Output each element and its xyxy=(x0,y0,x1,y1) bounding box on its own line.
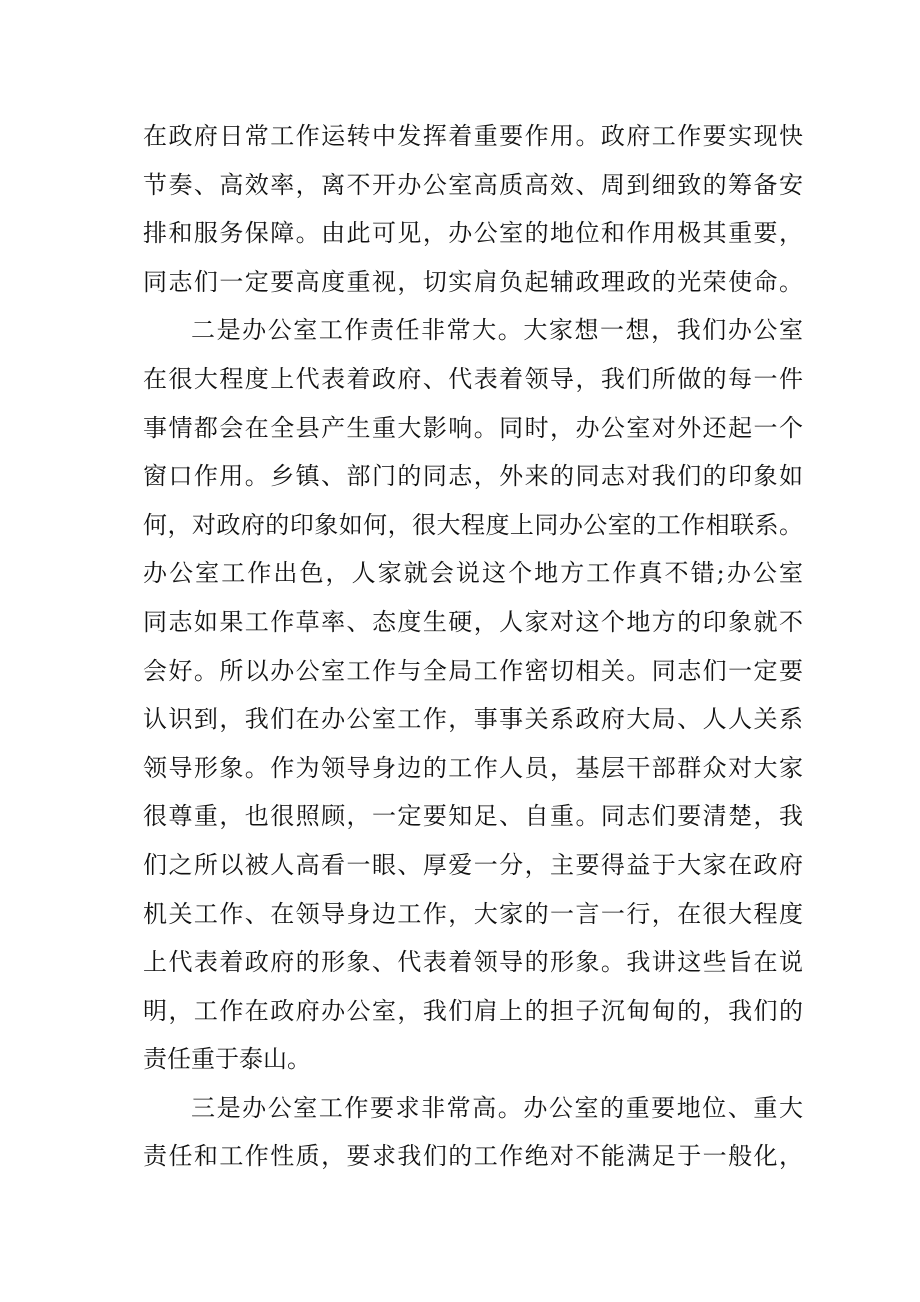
text-line: 同志如果工作草率、态度生硬，人家对这个地方的印象就不 xyxy=(143,607,803,636)
text-line: 窗口作用。乡镇、部门的同志，外来的同志对我们的印象如 xyxy=(143,462,803,491)
document-body xyxy=(143,112,803,1181)
paragraph-1-continuation xyxy=(143,112,803,306)
text-line: 认识到，我们在办公室工作，事事关系政府大局、人人关系 xyxy=(143,705,803,734)
text-line: 领导形象。作为领导身边的工作人员，基层干部群众对大家 xyxy=(143,753,803,782)
text-line: 会好。所以办公室工作与全局工作密切相关。同志们一定要 xyxy=(143,656,803,685)
text-line: 责任和工作性质，要求我们的工作绝对不能满足于一般化， xyxy=(143,1142,803,1171)
text-line: 上代表着政府的形象、代表着领导的形象。我讲这些旨在说 xyxy=(143,948,803,977)
text-line: 责任重于泰山。 xyxy=(143,1045,311,1074)
text-line: 办公室工作出色，人家就会说这个地方工作真不错;办公室 xyxy=(143,559,803,588)
paragraph-2-responsibility xyxy=(143,306,803,1084)
paragraph-3-requirements xyxy=(143,1084,803,1181)
text-line: 节奏、高效率，离不开办公室高质高效、周到细致的筹备安 xyxy=(143,170,803,199)
text-line: 在很大程度上代表着政府、代表着领导，我们所做的每一件 xyxy=(143,364,803,393)
text-line: 机关工作、在领导身边工作，大家的一言一行，在很大程度 xyxy=(143,899,803,928)
text-line: 三是办公室工作要求非常高。办公室的重要地位、重大 xyxy=(191,1093,803,1122)
text-line: 事情都会在全县产生重大影响。同时，办公室对外还起一个 xyxy=(143,413,803,442)
text-line: 同志们一定要高度重视，切实肩负起辅政理政的光荣使命。 xyxy=(143,267,803,296)
text-line: 明，工作在政府办公室，我们肩上的担子沉甸甸的，我们的 xyxy=(143,996,803,1025)
text-line: 二是办公室工作责任非常大。大家想一想，我们办公室 xyxy=(191,316,803,345)
text-line: 在政府日常工作运转中发挥着重要作用。政府工作要实现快 xyxy=(143,122,803,150)
text-line: 很尊重，也很照顾，一定要知足、自重。同志们要清楚，我 xyxy=(143,802,803,831)
text-line: 们之所以被人高看一眼、厚爱一分，主要得益于大家在政府 xyxy=(143,850,803,879)
text-line: 排和服务保障。由此可见，办公室的地位和作用极其重要， xyxy=(143,219,803,248)
text-line: 何，对政府的印象如何，很大程度上同办公室的工作相联系。 xyxy=(143,510,803,539)
